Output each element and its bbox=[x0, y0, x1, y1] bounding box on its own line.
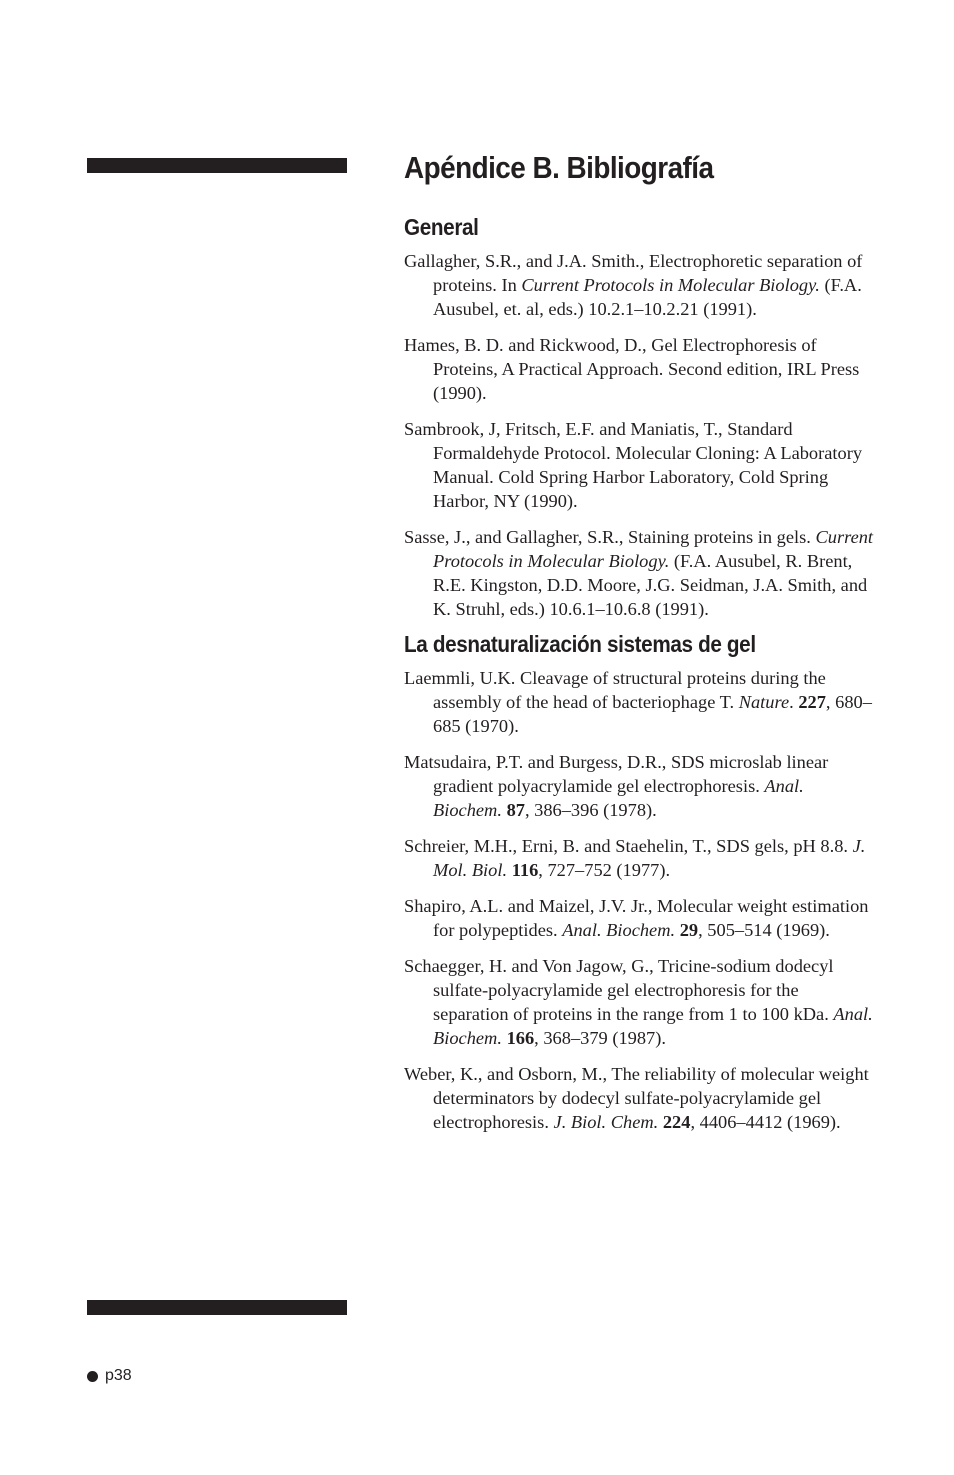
section-heading: La desnaturalización sistemas de gel bbox=[404, 631, 756, 657]
reference-text: , 386–396 (1978). bbox=[524, 800, 657, 820]
reference-list bbox=[404, 666, 874, 1134]
reference-text: Laemmli, U.K. Cleavage of structural proteins during the assembly of the head of bacteriophage T. bbox=[404, 668, 826, 712]
page-number: p38 bbox=[105, 1367, 132, 1384]
page-title: Apéndice B. Bibliografía bbox=[404, 150, 714, 185]
reference-entry bbox=[404, 750, 874, 822]
reference-text: . bbox=[789, 692, 799, 712]
reference-list bbox=[404, 249, 874, 621]
reference-entry bbox=[404, 834, 874, 882]
reference-text: Anal. Biochem. bbox=[433, 776, 804, 820]
reference-text: (F.A. Ausubel, R. Brent, R.E. Kingston, D.D. Moore, J.G. Seidman, J.A. Smith, and K. Struhl, eds.) 10.6.1–10.6.8 (1991). bbox=[433, 551, 868, 619]
reference-text: Hames, B. D. and Rickwood, D., Gel Electrophoresis of Proteins, A Practical Approach. Second edition, IRL Press (1990). bbox=[404, 335, 860, 403]
page-content bbox=[404, 150, 874, 1134]
reference-text: J. Biol. Chem. bbox=[553, 1112, 659, 1132]
section-denaturing-gels bbox=[404, 631, 874, 1134]
reference-entry bbox=[404, 1062, 874, 1134]
reference-entry bbox=[404, 525, 874, 621]
reference-text: 166 bbox=[506, 1028, 535, 1048]
reference-text: , 505–514 (1969). bbox=[698, 920, 830, 940]
decorative-bar-bottom bbox=[87, 1300, 347, 1315]
reference-text: Weber, K., and Osborn, M., The reliability of molecular weight determinators by dodecyl sulfate-polyacrylamide gel electrophoresis. bbox=[404, 1064, 869, 1132]
reference-text: , 368–379 (1987). bbox=[534, 1028, 666, 1048]
reference-text: Anal. Biochem. bbox=[433, 1004, 873, 1048]
reference-text: , 680–685 (1970). bbox=[433, 692, 872, 736]
reference-text: 116 bbox=[511, 860, 539, 880]
reference-text: 227 bbox=[798, 692, 826, 712]
reference-text: Schreier, M.H., Erni, B. and Staehelin, T., SDS gels, pH 8.8. bbox=[404, 836, 853, 856]
reference-entry bbox=[404, 249, 874, 321]
reference-entry bbox=[404, 894, 874, 942]
section-heading: General bbox=[404, 214, 479, 240]
reference-text: Matsudaira, P.T. and Burgess, D.R., SDS microslab linear gradient polyacrylamide gel electrophoresis. bbox=[404, 752, 829, 796]
reference-text: Shapiro, A.L. and Maizel, J.V. Jr., Molecular weight estimation for polypeptides. bbox=[404, 896, 869, 940]
reference-entry bbox=[404, 954, 874, 1050]
reference-text: , 4406–4412 (1969). bbox=[690, 1112, 841, 1132]
reference-entry bbox=[404, 417, 874, 513]
page-footer bbox=[87, 1367, 132, 1385]
reference-text: 87 bbox=[506, 800, 525, 820]
reference-text: Current Protocols in Molecular Biology. bbox=[521, 275, 820, 295]
reference-text: Current Protocols in Molecular Biology. bbox=[433, 527, 874, 571]
reference-text: J. Mol. Biol. bbox=[433, 836, 866, 880]
reference-text: 29 bbox=[679, 920, 699, 940]
reference-text: Anal. Biochem. bbox=[562, 920, 676, 940]
reference-text: Sambrook, J, Fritsch, E.F. and Maniatis, T., Standard Formaldehyde Protocol. Molecular Cloning: A Laboratory Manual. Cold Spring Harbor Laboratory, Cold Spring Harbor, NY (1990). bbox=[404, 419, 863, 511]
reference-entry bbox=[404, 333, 874, 405]
reference-text: 224 bbox=[662, 1112, 691, 1132]
reference-text: (F.A. Ausubel, et. al, eds.) 10.2.1–10.2.21 (1991). bbox=[433, 275, 862, 319]
reference-text: , 727–752 (1977). bbox=[538, 860, 671, 880]
section-general bbox=[404, 214, 874, 621]
reference-text: Gallagher, S.R., and J.A. Smith., Electrophoretic separation of proteins. In bbox=[404, 251, 863, 295]
bullet-icon bbox=[87, 1371, 98, 1382]
reference-text: Schaegger, H. and Von Jagow, G., Tricine-sodium dodecyl sulfate-polyacrylamide gel electrophoresis for the separation of proteins in the range from 1 to 100 kDa. bbox=[404, 956, 834, 1024]
decorative-bar-top bbox=[87, 158, 347, 173]
reference-text: Sasse, J., and Gallagher, S.R., Staining proteins in gels. bbox=[404, 527, 816, 547]
reference-entry bbox=[404, 666, 874, 738]
reference-text: Nature bbox=[738, 692, 790, 712]
